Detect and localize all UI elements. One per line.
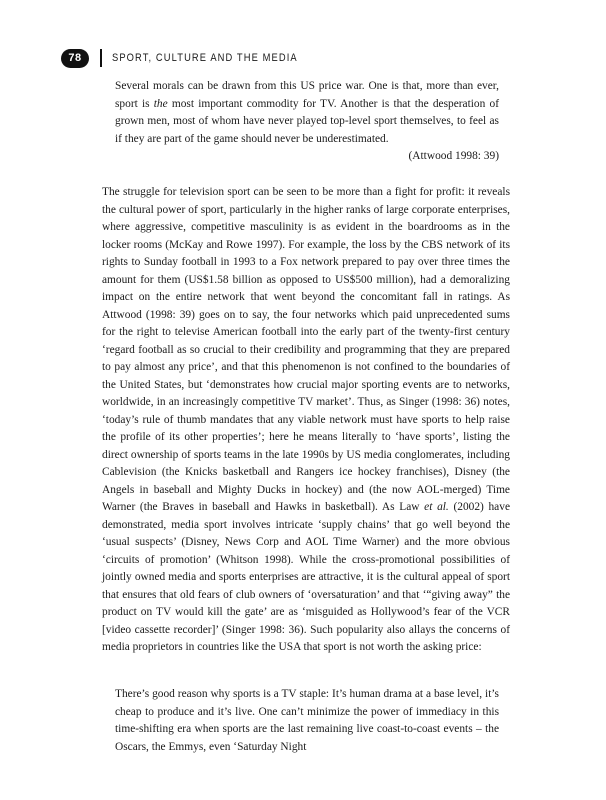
page-header [61,48,331,68]
quote-text-part-1: Several morals can be drawn from this US price war. One is that, more than ever, sport is [115,80,499,110]
header-divider [100,49,102,67]
quote-citation: (Attwood 1998: 39) [408,150,499,162]
block-quote-2-text: There’s good reason why sports is a TV staple: It’s human drama at a base level, it’s cheap to produce and it’s live. One can’t minimize the power of immediacy in this time-shifting era when sports are the last remaining live coast-to-coast events – the Oscars, the Emmys, even ‘Saturday Night [115,688,499,753]
block-quote-attwood [115,78,499,166]
body-paragraph [102,184,510,657]
body-text-part-2: (2002) have demonstrated, media sport involves intricate ‘supply chains’ that go well beyond the ‘usual suspects’ (Disney, News Corp and AOL Time Warner) and the more obvious ‘circuits of promotion’ (Whitson 1998). While the cross-promotional possibilities of jointly owned media and sports enterprises are attractive, it is the cultural appeal of sport that ensures that old fears of club owners of ‘oversaturation’ and that ‘“giving away” the product on TV would kill the gate’ are as ‘misguided as Hollywood’s fear of the VCR [video cassette recorder]’ (Singer 1998: 36). Such popularity also allays the concerns of media proprietors in countries like the USA that sport is not worth the asking price: [102,501,510,653]
block-quote-text [115,78,499,148]
quote-italic-word: the [153,97,168,110]
body-paragraph-text [102,184,510,657]
quote-text-part-2: most important commodity for TV. Another is that the desperation of grown men, most of whom have never played top-level sport themselves, to feel as if they are part of the game should never be underestimated. [115,97,500,145]
body-italic-phrase: et al. [424,501,449,513]
body-text-part-1: The struggle for television sport can be seen to be more than a fight for profit: it reveals the cultural power of sport, particularly in the higher ranks of large corporate enterprises, where aggressive, competitive masculinity is as evident in the boardrooms as in the locker rooms (McKay and Rowe 1997). For example, the loss by the CBS network of its rights to Sunday football in 1993 to a Fox network prepared to pay over three times the amount for them (US$1.58 billion as opposed to US$500 million), had a demoralizing impact on the entire network that went beyond the concomitant fall in ratings. As Attwood (1998: 39) goes on to say, the four networks which paid unprecedented sums for the right to televise American football into the early part of the twenty-first century ‘regard football as so crucial to their credibility and programming that they are prepared to pay almost any price’, and that this phenomenon is not confined to the boundaries of the United States, but ‘demonstrates how crucial major sporting events are to networks, worldwide, in an increasingly competitive TV market’. Thus, as Singer (1998: 36) notes, ‘today’s rule of thumb mandates that any viable network must have sports to help raise the profile of its other properties’; here he means literally to ‘have sports’, listing the direct ownership of sports teams in the late 1990s by US media conglomerates, including Cablevision (the Knicks basketball and Rangers ice hockey franchises), Disney (the Angels in baseball and Mighty Ducks in hockey) and (the now AOL-merged) Time Warner (the Braves in baseball and Hawks in basketball). As Law [102,186,510,513]
page-number: 78 [61,49,89,68]
running-head: SPORT, CULTURE AND THE MEDIA [112,52,298,64]
block-quote-singer [115,686,499,756]
